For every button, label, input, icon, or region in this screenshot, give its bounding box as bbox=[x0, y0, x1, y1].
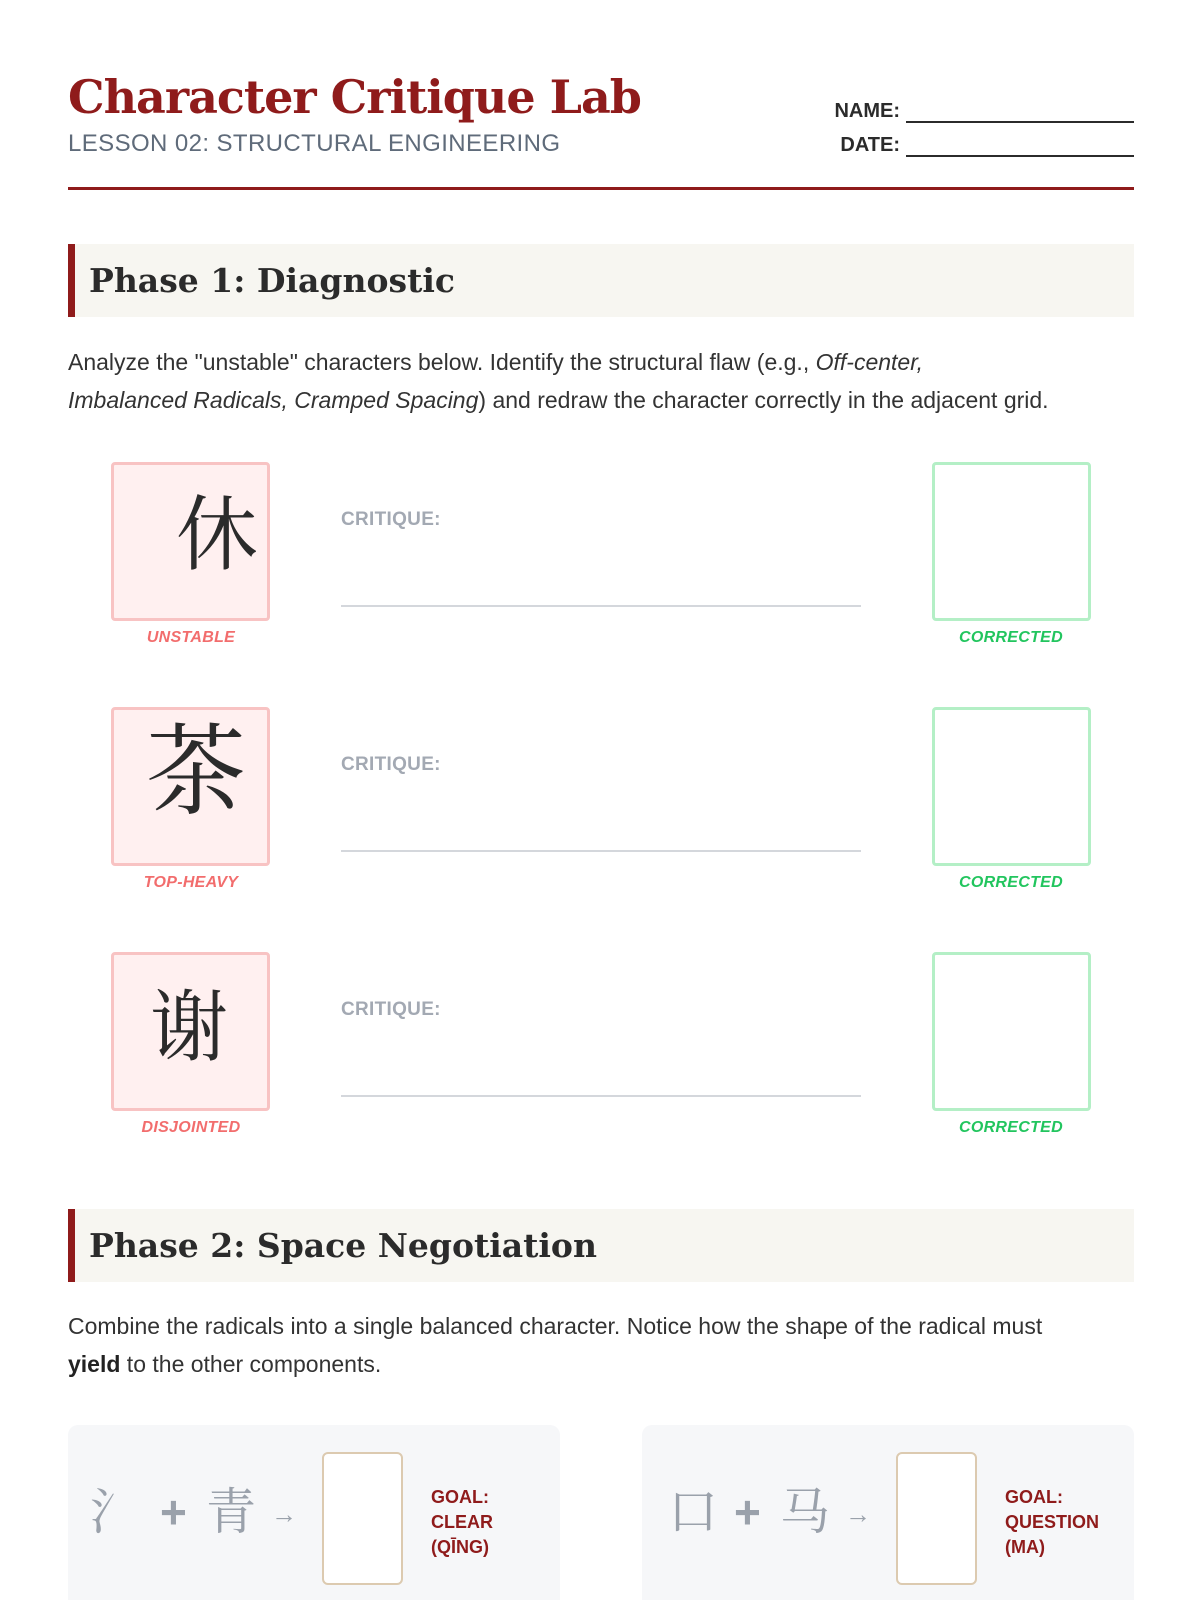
combined-character-box[interactable] bbox=[896, 1452, 977, 1585]
name-label: NAME: bbox=[834, 100, 900, 122]
phase-1-title: Phase 1: Diagnostic bbox=[89, 261, 455, 300]
goal-text: GOAL: QUESTION (MA) bbox=[1005, 1487, 1100, 1557]
arrow-right-icon: → bbox=[845, 1499, 871, 1529]
phase-2-instructions: Combine the radicals into a single balanced character. Notice how the shape of the radical must yield to the other components. bbox=[68, 1313, 1043, 1377]
date-field bbox=[820, 134, 1134, 157]
unstable-character: 休 bbox=[176, 488, 259, 583]
arrow-right-icon: → bbox=[271, 1499, 297, 1529]
top-heavy-character: 茶 bbox=[146, 713, 246, 830]
phase-1-instructions: Analyze the "unstable" characters below. Identify the structural flaw (e.g., Off-center, Imbalanced Radicals, Cramped Spacing) and redraw the character correctly in the adjacent grid. bbox=[68, 349, 1049, 413]
plus-symbol: + bbox=[734, 1486, 761, 1538]
page-title: Character Critique Lab bbox=[68, 70, 641, 124]
worksheet-header bbox=[68, 68, 1134, 190]
corrected-drawing-box[interactable] bbox=[932, 462, 1091, 621]
critique-label: CRITIQUE: bbox=[341, 509, 441, 530]
lesson-subtitle: LESSON 02: STRUCTURAL ENGINEERING bbox=[68, 130, 561, 157]
radical-combination-card-2 bbox=[642, 1425, 1134, 1600]
radical-combination-card-1 bbox=[68, 1425, 560, 1600]
critique-answer-line[interactable] bbox=[341, 1095, 861, 1097]
combined-character-box[interactable] bbox=[322, 1452, 403, 1585]
diagnostic-row-2 bbox=[68, 707, 1134, 897]
critique-label: CRITIQUE: bbox=[341, 999, 441, 1020]
phase-1-header bbox=[68, 244, 1134, 317]
radical-a: 氵 bbox=[90, 1483, 140, 1541]
corrected-label: CORRECTED bbox=[958, 629, 1064, 646]
flaw-label: DISJOINTED bbox=[141, 1119, 241, 1136]
corrected-label: CORRECTED bbox=[958, 874, 1064, 891]
phase-2-title: Phase 2: Space Negotiation bbox=[89, 1226, 597, 1265]
disjointed-character: 谢 bbox=[150, 983, 235, 1073]
corrected-label: CORRECTED bbox=[958, 1119, 1064, 1136]
diagnostic-row-1 bbox=[68, 462, 1134, 652]
diagnostic-row-3 bbox=[68, 952, 1134, 1142]
top-heavy-character-box bbox=[111, 707, 270, 866]
phase-2-header bbox=[68, 1209, 1134, 1282]
unstable-character-box bbox=[111, 462, 270, 621]
radical-b: 青 bbox=[206, 1483, 256, 1541]
goal-text: GOAL: CLEAR (QĪNG) bbox=[431, 1487, 493, 1557]
flaw-label: TOP-HEAVY bbox=[143, 874, 239, 891]
name-field bbox=[820, 100, 1134, 123]
corrected-drawing-box[interactable] bbox=[932, 707, 1091, 866]
name-blank-line[interactable] bbox=[906, 103, 1134, 123]
flaw-label: UNSTABLE bbox=[146, 629, 236, 646]
plus-symbol: + bbox=[160, 1486, 187, 1538]
radical-b: 马 bbox=[780, 1483, 830, 1541]
radical-a: 口 bbox=[668, 1483, 718, 1541]
disjointed-character-box bbox=[111, 952, 270, 1111]
critique-label: CRITIQUE: bbox=[341, 754, 441, 775]
worksheet-page bbox=[68, 0, 1134, 1600]
corrected-drawing-box[interactable] bbox=[932, 952, 1091, 1111]
critique-answer-line[interactable] bbox=[341, 850, 861, 852]
critique-answer-line[interactable] bbox=[341, 605, 861, 607]
date-blank-line[interactable] bbox=[906, 137, 1134, 157]
date-label: DATE: bbox=[840, 134, 900, 156]
